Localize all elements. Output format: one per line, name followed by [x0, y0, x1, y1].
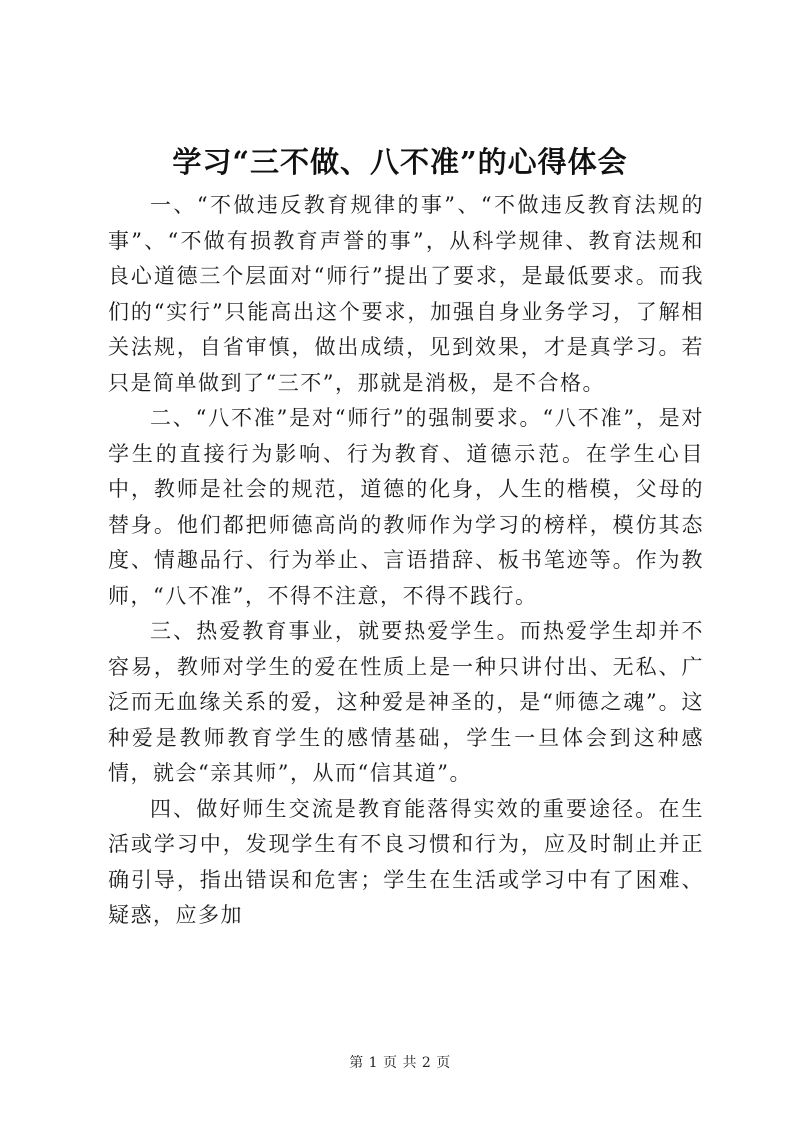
- paragraph-1: 一、“不做违反教育规律的事”、“不做违反教育法规的事”、“不做有损教育声誉的事”，从科学规律、教育法规和良心道德三个层面对“师行”提出了要求，是最低要求。而我们的“实行”只能高出这个要求，加强自身业务学习，了解相关法规，自省审慎，做出成绩，见到效果，才是真学习。若只是简单做到了“三不”，那就是消极，是不合格。: [108, 193, 704, 395]
- paragraph-4: 四、做好师生交流是教育能落得实效的重要途径。在生活或学习中，发现学生有不良习惯和行为，应及时制止并正确引导，指出错误和危害；学生在生活或学习中有了困难、疑惑，应多加: [108, 796, 704, 927]
- document-body: [108, 188, 704, 934]
- paragraph-3: 三、热爱教育事业，就要热爱学生。而热爱学生却并不容易，教师对学生的爱在性质上是一种只讲付出、无私、广泛而无血缘关系的爱，这种爱是神圣的，是“师德之魂”。这种爱是教师教育学生的感情基础，学生一旦体会到这种感情，就会“亲其师”，从而“信其道”。: [108, 619, 704, 785]
- page-footer: 第 1 页 共 2 页: [349, 1055, 451, 1071]
- paragraph-2: 二、“八不准”是对“师行”的强制要求。“八不准”，是对学生的直接行为影响、行为教育、道德示范。在学生心目中，教师是社会的规范，道德的化身，人生的楷模，父母的替身。他们都把师德高尚的教师作为学习的榜样，模仿其态度、情趣品行、行为举止、言语措辞、板书笔迹等。作为教师，“八不准”，不得不注意，不得不践行。: [108, 406, 704, 608]
- document-title: 学习“三不做、八不准”的心得体会: [172, 145, 628, 179]
